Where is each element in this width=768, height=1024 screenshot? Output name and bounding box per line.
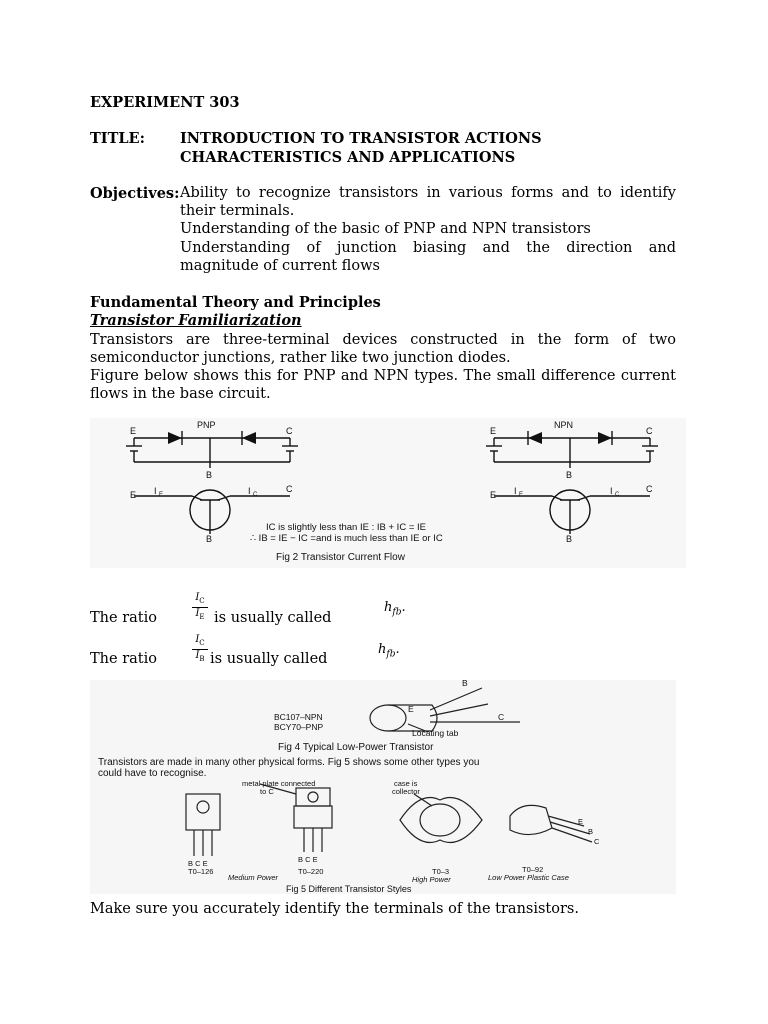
fig5-terminal-c: C: [594, 837, 600, 846]
ratio-2-denominator-sub: B: [199, 655, 205, 663]
fig5-metal-note: to C: [260, 787, 274, 796]
title-line-2: CHARACTERISTICS AND APPLICATIONS: [180, 149, 516, 166]
fig2-caption: Fig 2 Transistor Current Flow: [276, 552, 405, 563]
fig5-metal-note: metal plate connected: [242, 779, 316, 788]
fig5-high-power: High Power: [412, 875, 451, 884]
fig5-bce: B C E: [188, 859, 208, 868]
fig2-equation-1: IC is slightly less than IE : IB + IC = IE: [266, 522, 426, 533]
fig2-terminal-e: E: [130, 490, 137, 500]
paragraph-line: semiconductor junctions, rather like two junction diodes.: [90, 350, 511, 366]
ratio-1-numerator: I: [195, 592, 200, 603]
fig2-terminal-e: E: [490, 426, 497, 436]
paragraph-line: Transistors are three-terminal devices constructed in the form of two: [90, 332, 676, 348]
fig4-terminal-c: C: [498, 712, 505, 722]
fig5-bce: B C E: [298, 855, 318, 864]
closing-line: Make sure you accurately identify the terminals of the transistors.: [90, 901, 579, 917]
experiment-number: EXPERIMENT 303: [90, 94, 240, 111]
fig2-terminal-b: B: [206, 470, 213, 480]
fig5-case-note: case is: [394, 779, 418, 788]
fig4-locating-tab: Locating tab: [412, 728, 459, 738]
fig2-terminal-b: B: [566, 534, 573, 544]
fig5-to92: T0–92: [522, 865, 544, 874]
ratio-2-symbol: [378, 642, 400, 660]
fig2-current-sub: E: [519, 492, 524, 498]
fig2-terminal-c: C: [286, 484, 293, 494]
fig5-intro-line: could have to recognise.: [98, 768, 207, 779]
fig4-caption: Fig 4 Typical Low-Power Transistor: [278, 742, 434, 753]
ratio-1-symbol: [384, 600, 406, 618]
ratio-1-symbol-sub: fb: [392, 607, 402, 618]
fig2-npn-label: NPN: [554, 420, 574, 430]
fig2-pnp-label: PNP: [197, 420, 216, 430]
paragraph-line: Figure below shows this for PNP and NPN types. The small difference current: [90, 368, 676, 384]
ratio-2-numerator-sub: C: [199, 639, 205, 647]
objective-line: their terminals.: [180, 203, 295, 219]
title-line-1: INTRODUCTION TO TRANSISTOR ACTIONS: [180, 130, 542, 147]
ratio-2-symbol-dot: .: [395, 642, 400, 657]
ratio-1-fraction: [192, 592, 208, 623]
fig2-current-label: I: [610, 486, 613, 496]
title-label: TITLE:: [90, 130, 145, 147]
ratio-2-symbol-sub: fb: [386, 649, 396, 660]
objectives-label: Objectives:: [90, 185, 180, 202]
fig5-to220: T0–220: [298, 867, 324, 876]
fig5-terminal-b: B: [588, 827, 594, 836]
ratio-2-numerator: I: [195, 634, 200, 645]
fig5-to126: T0–126: [188, 867, 214, 876]
section-heading: Fundamental Theory and Principles: [90, 294, 381, 311]
ratio-1-denominator-sub: E: [199, 613, 205, 621]
section-subheading: Transistor Familiarization: [90, 312, 302, 329]
ratio-1-symbol-h: h: [384, 600, 393, 615]
fig4-terminal-e: E: [408, 704, 414, 714]
fig2-terminal-c: C: [646, 426, 653, 436]
fig2-terminal-b: B: [566, 470, 573, 480]
fig4-pnp-line: BCY70–PNP: [274, 722, 324, 732]
ratio-2-called: is usually called: [210, 651, 328, 667]
fig4-fig5-transistor-styles: [90, 680, 676, 894]
fig5-medium-power: Medium Power: [228, 873, 279, 882]
ratio-2-label: The ratio: [90, 651, 157, 667]
fig4-npn-line: BC107–NPN: [274, 712, 323, 722]
fig2-terminal-e: E: [130, 426, 137, 436]
fig5-intro-line: Transistors are made in many other physical forms. Fig 5 shows some other types you: [98, 757, 480, 768]
ratio-1-numerator-sub: C: [199, 597, 205, 605]
fig4-terminal-b: B: [462, 680, 468, 688]
ratio-2-denominator: I: [195, 650, 200, 661]
paragraph-line: flows in the base circuit.: [90, 386, 271, 402]
objective-line: Ability to recognize transistors in various forms and to identify: [180, 185, 676, 201]
fig2-current-label: I: [154, 486, 157, 496]
ratio-1-called: is usually called: [214, 610, 332, 626]
fig2-transistor-current-flow: [90, 418, 686, 568]
fig5-terminal-e: E: [578, 817, 584, 826]
fig2-terminal-c: C: [646, 484, 653, 494]
fig2-current-label: I: [248, 486, 251, 496]
fig2-current-sub: C: [615, 492, 620, 498]
fig2-terminal-c: C: [286, 426, 293, 436]
objective-line: Understanding of the basic of PNP and NPN transistors: [180, 221, 591, 237]
ratio-1-denominator: I: [195, 608, 200, 619]
ratio-2-fraction: [192, 634, 208, 665]
ratio-1-label: The ratio: [90, 610, 157, 626]
objective-line: magnitude of current flows: [180, 258, 380, 274]
ratio-1-symbol-dot: .: [401, 600, 406, 615]
fig2-equation-2: ∴ IB = IE − IC =and is much less than IE or IC: [250, 533, 443, 544]
fig5-caption: Fig 5 Different Transistor Styles: [286, 884, 412, 894]
fig5-to3: T0–3: [432, 867, 450, 876]
fig5-low-power: Low Power Plastic Case: [488, 873, 569, 882]
fig2-current-sub: C: [253, 492, 258, 498]
fig2-current-label: I: [514, 486, 517, 496]
fig2-terminal-b: B: [206, 534, 213, 544]
fig2-terminal-e: E: [490, 490, 497, 500]
fig2-current-sub: E: [159, 492, 164, 498]
ratio-2-symbol-h: h: [378, 642, 387, 657]
objective-line: Understanding of junction biasing and the direction and: [180, 240, 676, 256]
fig5-case-note: collector: [392, 787, 420, 796]
